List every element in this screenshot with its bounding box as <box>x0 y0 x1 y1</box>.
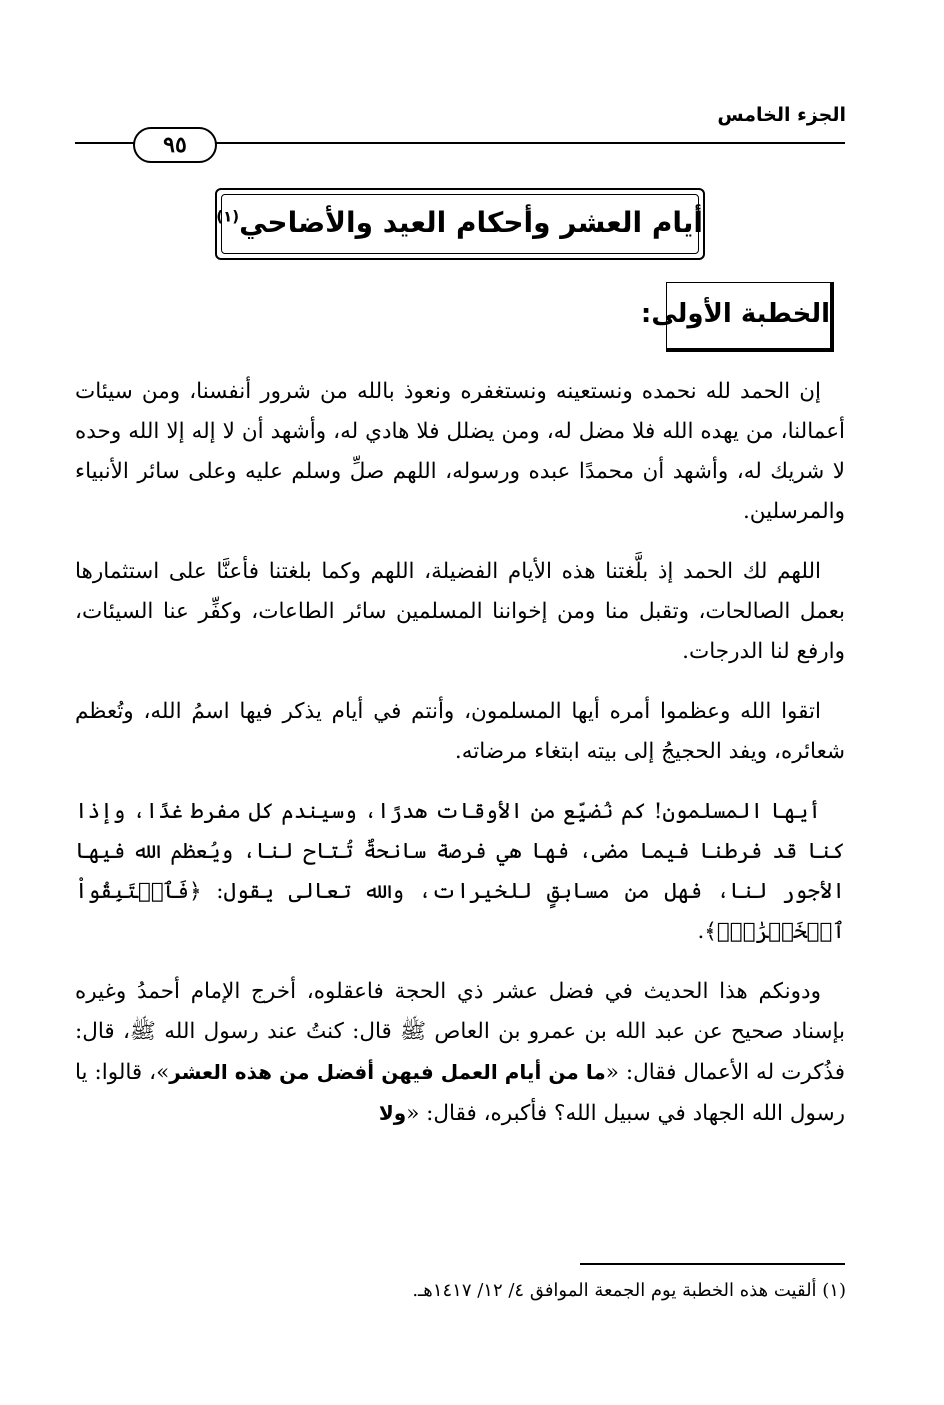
paragraph-text: اللهم لك الحمد إذ بلَّغتنا هذه الأيام الفضيلة، اللهم وكما بلغتنا فأعنَّا على استثمارها بعمل الصالحات، وتقبل منا ومن إخواننا المسلمين سائر الطاعات، وكفِّر عنا السيئات، وارفع لنا الدرجات. <box>75 559 845 664</box>
body-paragraph <box>75 972 845 1134</box>
page-number: ٩٥ <box>133 127 217 163</box>
body-paragraph <box>75 792 845 952</box>
section-label-box <box>640 282 834 352</box>
body-paragraph <box>75 372 845 532</box>
body-text <box>75 372 845 1154</box>
paragraph-text: »، قالوا: يا رسول الله الجهاد في سبيل الله؟ فأكبره، فقال: « <box>75 1060 845 1126</box>
running-header-part-title: الجزء الخامس <box>717 104 846 126</box>
chapter-title <box>217 206 703 239</box>
footnote-reference[interactable]: (١) <box>216 207 240 226</box>
paragraph-text: اتقوا الله وعظموا أمره أيها المسلمون، وأنتم في أيام يذكر فيها اسمُ الله، وتُعظم شعائره، ويفد الحجيجُ إلى بيته ابتغاء مرضاته. <box>75 699 845 764</box>
section-label: الخطبة الأولى: <box>640 299 830 329</box>
chapter-title-frame <box>215 188 705 260</box>
chapter-title-text: أيام العشر وأحكام العيد والأضاحي <box>239 206 703 239</box>
paragraph-text: أيها المسلمون! كم نُضيِّع من الأوقات هدرًا، وسيندم كل مفرط غدًا، وإذا كنا قد فرطنا فيما مضى، فها هي فرصة سانحةٌ تُتاح لنا، ويُعظم الله فيها الأجور لنا، فهل من مسابقٍ للخيرات، والله تعالى يقول: ﴿فَٱسۡتَبِقُواْ ٱلۡخَيۡرَٰتِۚ﴾. <box>75 799 845 944</box>
body-paragraph <box>75 552 845 672</box>
body-paragraph <box>75 692 845 772</box>
paragraph-text: ودونكم هذا الحديث في فضل عشر ذي الحجة فاعقلوه، أخرج الإمام أحمدُ وغيره بإسناد صحيح عن عبد الله بن عمرو بن العاص ﷺ قال: كنتُ عند رسول الله ﷺ، قال: فذُكرت له الأعمال فقال: « <box>75 979 845 1085</box>
paragraph-text: إن الحمد لله نحمده ونستعينه ونستغفره ونعوذ بالله من شرور أنفسنا، ومن سيئات أعمالنا، من يهده الله فلا مضل له، ومن يضلل فلا هادي له، وأشهد أن لا إله إلا الله وحده لا شريك له، وأشهد أن محمدًا عبده ورسوله، اللهم صلِّ وسلم عليه وعلى سائر الأنبياء والمرسلين. <box>75 379 845 524</box>
hadith-quote: ولا <box>378 1101 407 1125</box>
footnote: (١) ألقيت هذه الخطبة يوم الجمعة الموافق ٤/ ١٢/ ١٤١٧هـ. <box>412 1280 846 1301</box>
hadith-quote: ما من أيام العمل فيهن أفضل من هذه العشر <box>169 1060 606 1084</box>
footnote-rule <box>580 1263 845 1265</box>
